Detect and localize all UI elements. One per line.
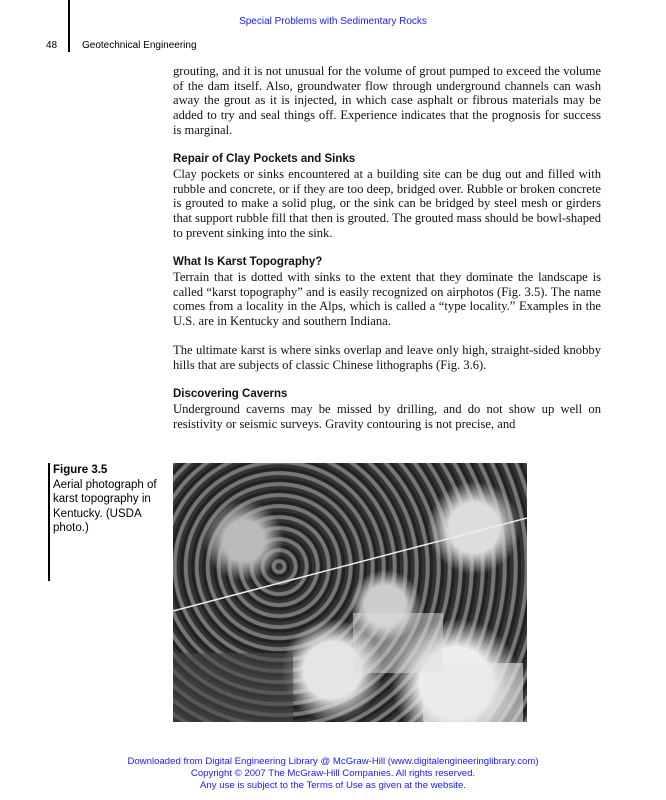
paragraph: Clay pockets or sinks encountered at a building site can be dug out and filled with rubble and concrete, or if they are too deep, bridged over. Rubble or broken concrete is grouted to make a solid plug, or the sink can be bridged by steel mesh or girders that support rubble fill that then is grouted. The grouted mass should be bowl-shaped to prevent sinking into the sink. xyxy=(173,166,601,240)
book-title: Geotechnical Engineering xyxy=(82,40,197,51)
footer-download-line[interactable]: Downloaded from Digital Engineering Library @ McGraw-Hill (www.digitalengineeringlibrary.com) xyxy=(127,756,539,767)
section-heading: Discovering Caverns xyxy=(173,388,288,401)
figure-caption-text: Aerial photograph of karst topography in Kentucky. (USDA photo.) xyxy=(53,478,157,535)
footer-terms[interactable]: Any use is subject to the Terms of Use as given at the website. xyxy=(200,780,466,791)
section-heading: Repair of Clay Pockets and Sinks xyxy=(173,153,356,166)
body-text xyxy=(173,64,601,446)
section-heading: What Is Karst Topography? xyxy=(173,256,323,269)
page-number: 48 xyxy=(46,40,58,51)
header-rule xyxy=(68,0,70,52)
paragraph: Terrain that is dotted with sinks to the extent that they dominate the landscape is called “karst topography” and is easily recognized on airphotos (Fig. 3.5). The name comes from a locality in the Alps, which is called a “type locality.” Examples in the U.S. are in Kentucky and southern Indiana. xyxy=(173,269,601,328)
aerial-photo-karst xyxy=(173,463,527,722)
paragraph: grouting, and it is not unusual for the volume of grout pumped to exceed the volume of the dam itself. Also, groundwater flow through underground channels can wash away the grout as it is injected, in which case asphalt or fibrous materials may be added to try and seal things off. Experience indicates that the prognosis for success is marginal. xyxy=(173,64,601,137)
running-title: Special Problems with Sedimentary Rocks xyxy=(239,16,427,27)
figure-label: Figure 3.5 xyxy=(53,464,108,476)
caption-rule xyxy=(48,463,50,581)
paragraph: The ultimate karst is where sinks overlap and leave only high, straight-sided knobby hills that are subjects of classic Chinese lithographs (Fig. 3.6). xyxy=(173,343,601,373)
paragraph: Underground caverns may be missed by drilling, and do not show up well on resistivity or seismic surveys. Gravity contouring is not precise, and xyxy=(173,402,601,431)
footer-copyright: Copyright © 2007 The McGraw-Hill Companies. All rights reserved. xyxy=(190,768,476,779)
figure-caption xyxy=(53,463,163,536)
footer xyxy=(0,756,666,792)
